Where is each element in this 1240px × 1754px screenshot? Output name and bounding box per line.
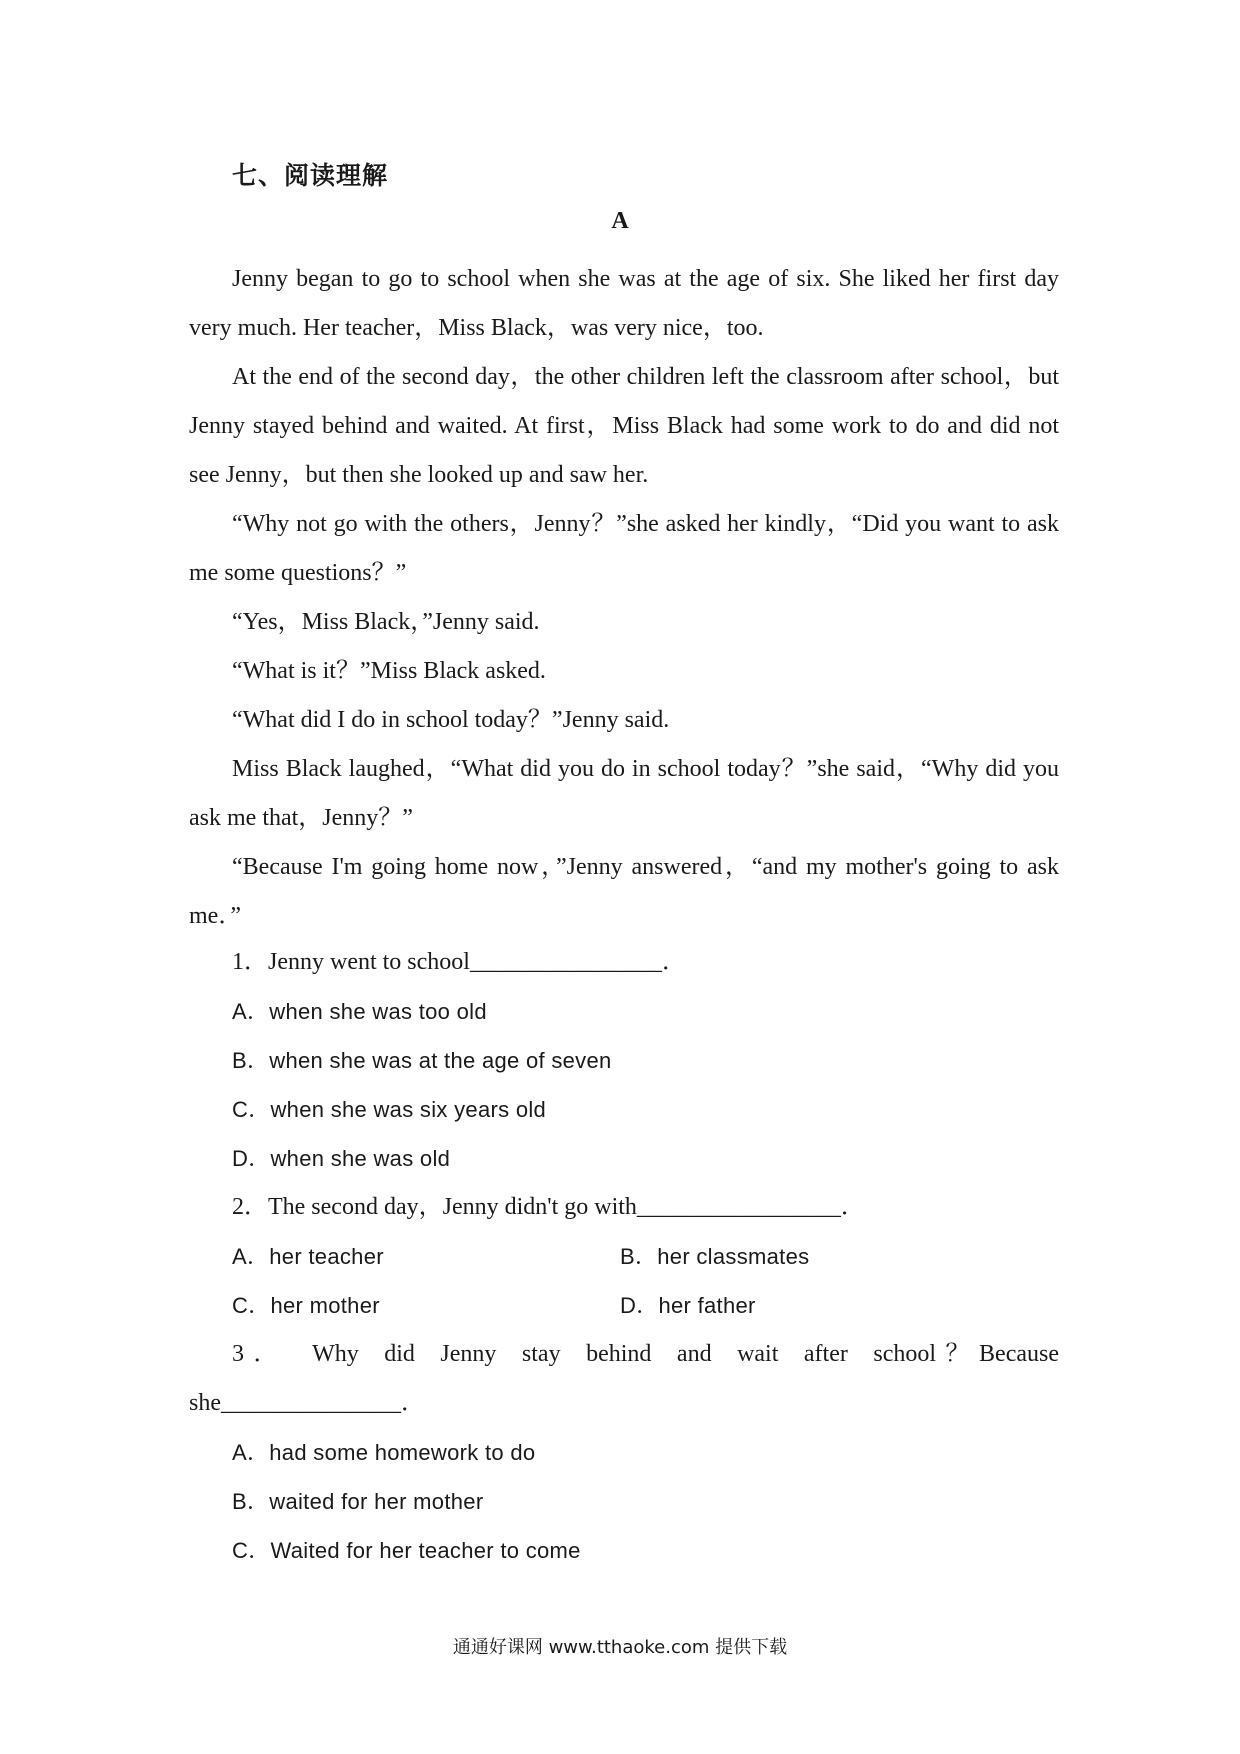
question-3-option-a: A．had some homework to do bbox=[232, 1440, 536, 1465]
question-3-stem: 3． Why did Jenny stay behind and wait after school？Because she_______________． bbox=[189, 1341, 1059, 1416]
question-2-option-b: B．her classmates bbox=[620, 1244, 810, 1269]
passage-paragraph: “What did I do in school today？”Jenny said. bbox=[232, 707, 670, 733]
question-3-option-c: C．Waited for her teacher to come bbox=[232, 1538, 581, 1563]
question-2-option-d: D．her father bbox=[620, 1293, 756, 1318]
question-3-option-b: B．waited for her mother bbox=[232, 1489, 484, 1514]
passage-paragraph: Jenny began to go to school when she was at the age of six. She liked her first day very much. Her teacher，Miss Black，was very nice，too. bbox=[189, 266, 1059, 341]
question-1-option-a: A．when she was too old bbox=[232, 999, 487, 1024]
question-1-option-b: B．when she was at the age of seven bbox=[232, 1048, 612, 1073]
question-2-stem: 2．The second day，Jenny didn't go with_________________． bbox=[232, 1194, 865, 1220]
question-1-option-c: C．when she was six years old bbox=[232, 1097, 547, 1122]
passage-paragraph: “What is it？”Miss Black asked. bbox=[232, 658, 546, 684]
question-2-option-a: A．her teacher bbox=[232, 1244, 384, 1269]
section-heading: 七、阅读理解 bbox=[232, 161, 389, 190]
question-2-options-row-2 bbox=[189, 1281, 1059, 1330]
passage-paragraph: At the end of the second day，the other children left the classroom after school，but Jenny stayed behind and waited. At first，Miss Black had some work to do and did not see Jenny，but then she looked up and saw her. bbox=[189, 364, 1059, 488]
page-footer: 通通好课网 www.tthaoke.com 提供下载 bbox=[452, 1637, 788, 1658]
passage-paragraph: Miss Black laughed，“What did you do in school today？”she said，“Why did you ask me that，Jenny？” bbox=[189, 756, 1059, 831]
reading-passage bbox=[189, 255, 1059, 941]
passage-paragraph: “Because I'm going home now，”Jenny answered，“and my mother's going to ask me．” bbox=[189, 854, 1059, 929]
question-list bbox=[189, 938, 1059, 1575]
passage-title: A bbox=[611, 208, 629, 234]
passage-paragraph: “Yes，Miss Black，”Jenny said. bbox=[232, 609, 540, 635]
question-1-option-d: D．when she was old bbox=[232, 1146, 451, 1171]
question-1-stem: 1．Jenny went to school________________． bbox=[232, 949, 686, 975]
question-2-option-c: C．her mother bbox=[232, 1293, 380, 1318]
passage-paragraph: “Why not go with the others，Jenny？”she asked her kindly，“Did you want to ask me some questions？” bbox=[189, 511, 1059, 586]
question-2-options-row-1 bbox=[189, 1232, 1059, 1281]
